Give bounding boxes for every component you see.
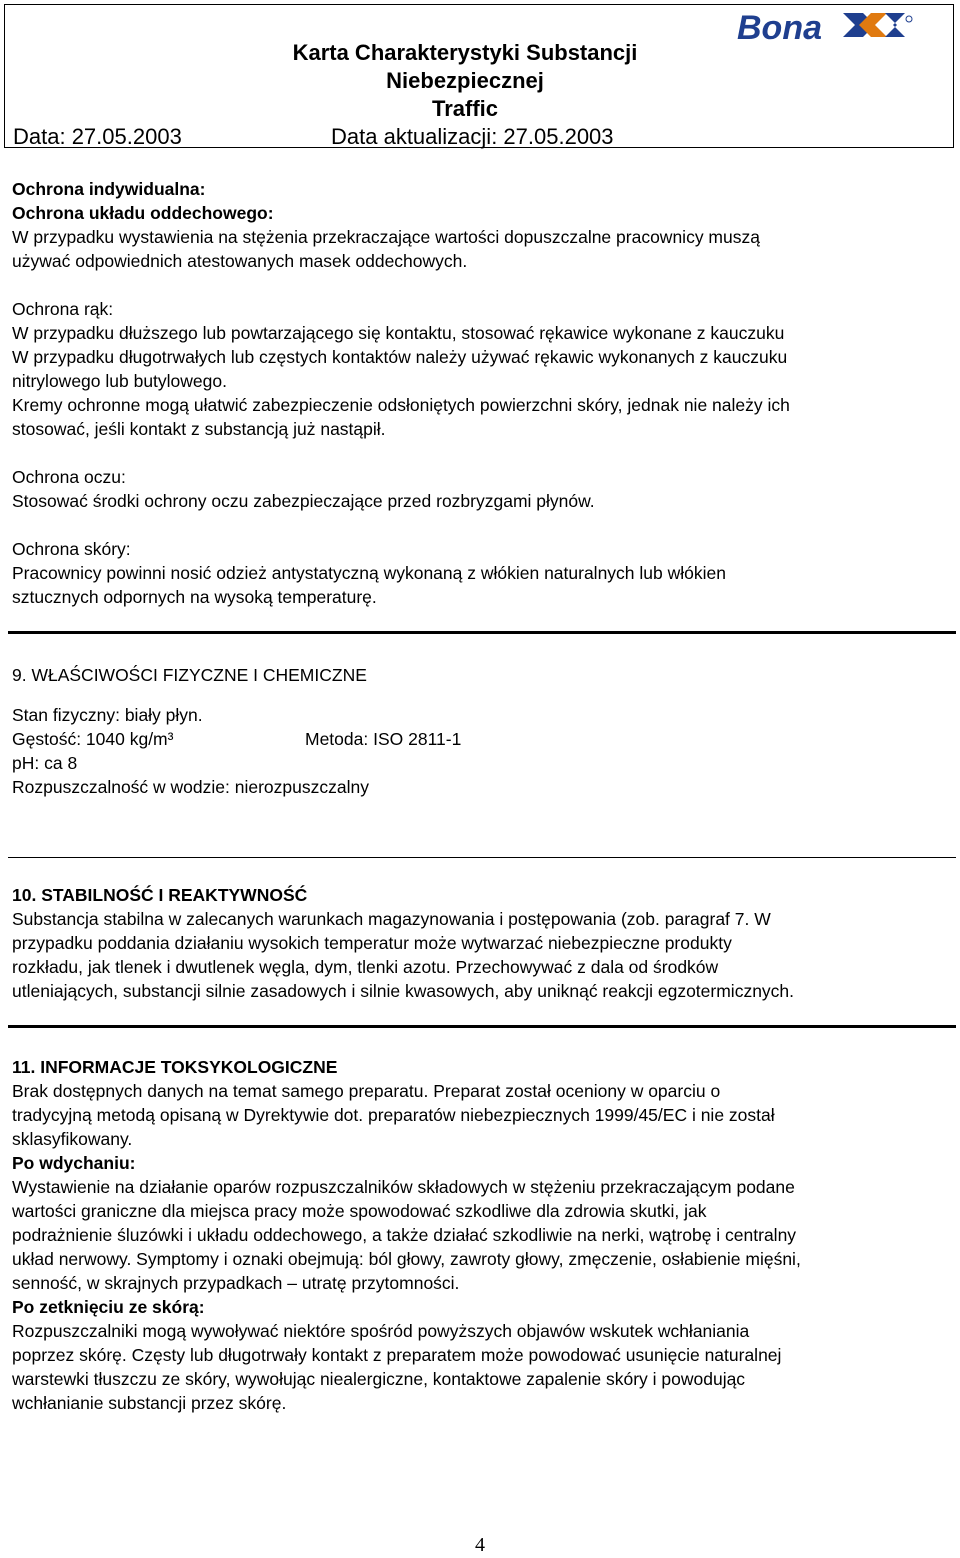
water-solubility: Rozpuszczalność w wodzie: nierozpuszczalny xyxy=(12,777,369,797)
paragraph-line: wchłanianie substancji przez skórę. xyxy=(12,1393,287,1413)
paragraph-line: stosować, jeśli kontakt z substancją już nastąpił. xyxy=(12,419,386,439)
paragraph-line: wartości graniczne dla miejsca pracy może spowodować szkodliwe dla zdrowia skutki, jak xyxy=(12,1201,707,1221)
paragraph-line: utleniających, substancji silnie zasadowych i silnie kwasowych, aby uniknąć reakcji egzotermicznych. xyxy=(12,981,795,1001)
paragraph-line: warstewki tłuszczu ze skóry, wywołując niealergiczne, kontaktowe zapalenie skóry i powodując xyxy=(12,1369,746,1389)
eye-protection-heading: Ochrona oczu: xyxy=(12,467,126,487)
inhalation-heading: Po wdychaniu: xyxy=(12,1153,136,1173)
paragraph-line: Wystawienie na działanie oparów rozpuszczalników składowych w stężeniu przekraczającym podane xyxy=(12,1177,795,1197)
respiratory-protection-heading: Ochrona układu oddechowego: xyxy=(12,203,274,223)
logo-chevron-end xyxy=(885,13,905,37)
logo-wordmark: Bona xyxy=(737,9,822,47)
stability-section xyxy=(12,883,952,1003)
paragraph-line: przypadku poddania działaniu wysokich temperatur może wytwarzać niebezpieczne produkty xyxy=(12,933,732,953)
header-title-line-2: Niebezpiecznej xyxy=(386,68,544,93)
paragraph-line: Kremy ochronne mogą ułatwić zabezpieczenie odsłoniętych powierzchni skóry, jednak nie należy ich xyxy=(12,395,790,415)
document-header xyxy=(4,4,954,148)
paragraph-line: Pracownicy powinni nosić odzież antystatyczną wykonaną z włókien naturalnych lub włókien xyxy=(12,563,726,583)
personal-protection-heading: Ochrona indywidualna: xyxy=(12,179,206,199)
physical-state: Stan fizyczny: biały płyn. xyxy=(12,705,203,725)
skin-contact-heading: Po zetknięciu ze skórą: xyxy=(12,1297,205,1317)
paragraph-line: Rozpuszczalniki mogą wywoływać niektóre spośród powyższych objawów wskutek wchłaniania xyxy=(12,1321,750,1341)
header-title-line-3: Traffic xyxy=(431,96,499,121)
paragraph-line: sztucznych odpornych na wysoką temperaturę. xyxy=(12,587,377,607)
paragraph-line: W przypadku wystawienia na stężenia przekraczające wartości dopuszczalne pracownicy muszą xyxy=(12,227,760,247)
personal-protection-section xyxy=(12,177,952,273)
paragraph-line: tradycyjną metodą opisaną w Dyrektywie dot. preparatów niebezpiecznych 1999/45/EC i nie został xyxy=(12,1105,775,1125)
paragraph-line: Substancja stabilna w zalecanych warunkach magazynowania i postępowania (zob. paragraf 7. W xyxy=(12,909,771,929)
paragraph-line: poprzez skórę. Częsty lub długotrwały kontakt z preparatem może powodować usunięcie naturalnej xyxy=(12,1345,782,1365)
paragraph-line: nitrylowego lub butylowego. xyxy=(12,371,227,391)
paragraph-line: sklasyfikowany. xyxy=(12,1129,133,1149)
section-10-heading: 10. STABILNOŚĆ I REAKTYWNOŚĆ xyxy=(12,885,308,905)
density-value: Gęstość: 1040 kg/m³ xyxy=(12,729,174,749)
hand-protection-heading: Ochrona rąk: xyxy=(12,299,114,319)
page-number: 4 xyxy=(475,1534,485,1556)
skin-protection-heading: Ochrona skóry: xyxy=(12,539,131,559)
section-divider xyxy=(8,631,956,634)
density-method: Metoda: ISO 2811-1 xyxy=(305,729,462,749)
paragraph-line: rozkładu, jak tlenek i dwutlenek węgla, dym, tlenki azotu. Przechowywać z dala od środków xyxy=(12,957,719,977)
paragraph-line: senność, w skrajnych przypadkach – utratę przytomności. xyxy=(12,1273,460,1293)
paragraph-line: W przypadku dłuższego lub powtarzającego się kontaktu, stosować rękawice wykonane z kauczuku xyxy=(12,323,785,343)
eye-protection-section xyxy=(12,465,952,513)
section-11-heading: 11. INFORMACJE TOKSYKOLOGICZNE xyxy=(12,1057,338,1077)
registered-mark-icon xyxy=(906,16,912,22)
physical-chemical-section xyxy=(12,663,952,799)
section-divider xyxy=(8,1025,956,1028)
paragraph-line: podrażnienie śluzówki i układu oddechowego, a także działać szkodliwie na nerki, wątrobę i centralny xyxy=(12,1225,797,1245)
section-9-heading: 9. WŁAŚCIWOŚCI FIZYCZNE I CHEMICZNE xyxy=(12,665,367,685)
section-divider xyxy=(8,857,956,858)
toxicology-section xyxy=(12,1055,952,1415)
header-title-line-1: Karta Charakterystyki Substancji xyxy=(292,40,638,65)
density-row xyxy=(12,727,952,751)
hand-protection-section xyxy=(12,297,952,441)
paragraph-line: używać odpowiednich atestowanych masek oddechowych. xyxy=(12,251,468,271)
update-date: Data aktualizacji: 27.05.2003 xyxy=(331,124,614,149)
ph-value: pH: ca 8 xyxy=(12,753,78,773)
paragraph-line: W przypadku długotrwałych lub częstych kontaktów należy używać rękawic wykonanych z kauczuku xyxy=(12,347,788,367)
paragraph-line: Stosować środki ochrony oczu zabezpieczające przed rozbryzgami płynów. xyxy=(12,491,595,511)
bona-logo xyxy=(735,7,915,47)
paragraph-line: układ nerwowy. Symptomy i oznaki obejmują: ból głowy, zawroty głowy, zmęczenie, osłabienie mięśni, xyxy=(12,1249,801,1269)
paragraph-line: Brak dostępnych danych na temat samego preparatu. Preparat został oceniony w oparciu o xyxy=(12,1081,721,1101)
issue-date: Data: 27.05.2003 xyxy=(13,124,182,149)
skin-protection-section xyxy=(12,537,952,609)
